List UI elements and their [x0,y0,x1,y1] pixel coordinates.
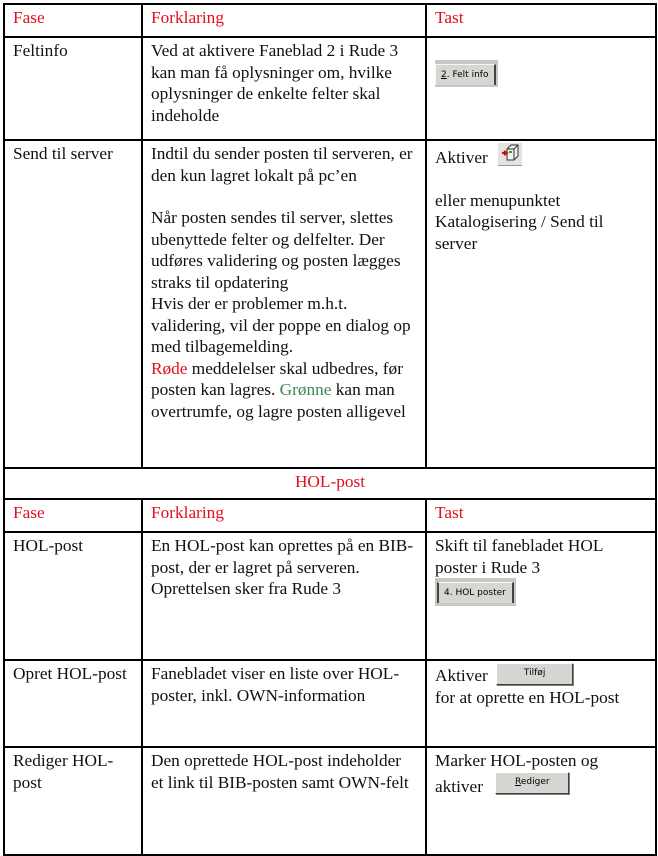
cell-tast [426,140,656,468]
cell-fase: Send til server [4,140,142,468]
felt-info-tab-wrap [435,60,647,87]
felt-info-tab-button[interactable] [435,64,496,85]
send-paragraph-3: Hvis der er problemer m.h.t. validering, vil der poppe en dialog op med tilbagemelding. [151,294,411,356]
rediger-accel: R [515,776,521,787]
header-fase: Fase [4,499,142,532]
hol-tast-text: Skift til fanebladet HOL poster i Rude 3 [435,536,603,577]
header-tast: Tast [426,4,656,37]
opret-tast-line [435,665,647,687]
cell-fase: Opret HOL-post [4,660,142,747]
menu-alternative-text: eller menupunktet Katalogisering / Send til server [435,190,604,253]
felt-info-tab-label: . Felt info [446,69,489,80]
aktiver-label: Aktiver [435,666,488,685]
cell-forklaring [142,140,426,468]
opret-tast-suffix: for at oprette en HOL-post [435,687,620,707]
cell-tast [426,747,656,855]
send-paragraph-4 [151,358,417,423]
header-forklaring: Forklaring [142,4,426,37]
paragraph-gap [435,169,647,190]
table-row-send-til-server [4,140,656,468]
felt-info-tab-accel: 2 [441,69,447,80]
send-tast-line [435,147,647,169]
cell-tast [426,660,656,747]
green-word: Grønne [279,380,332,399]
aktiver-label: aktiver [435,776,483,796]
send-to-server-icon[interactable] [498,143,522,166]
cell-forklaring: En HOL-post kan oprettes på en BIB-post, der er lagret på serveren. Oprettelsen sker fra Rude 3 [142,532,426,660]
hol-poster-tab-frame [435,578,516,606]
rediger-button[interactable] [495,772,569,794]
cell-fase: Rediger HOL-post [4,747,142,855]
cell-tast [426,37,656,140]
cell-fase: HOL-post [4,532,142,660]
paragraph-gap [151,186,417,207]
cell-forklaring: Den oprettede HOL-post indeholder et link til BIB-posten samt OWN-felt [142,747,426,855]
red-word: Røde [151,358,188,378]
send-paragraph-4b: kan man overtrumfe, og lagre posten alligevel [151,380,406,421]
cell-forklaring: Fanebladet viser en liste over HOL-poster, inkl. OWN-information [142,660,426,747]
header-tast: Tast [426,499,656,532]
table-row-feltinfo [4,37,656,140]
hol-poster-tab-button[interactable]: 4. HOL poster [437,582,514,603]
felt-info-tab-frame [435,60,498,87]
cell-fase: Feltinfo [4,37,142,140]
rediger-tast-text: Marker HOL-posten og [435,751,599,770]
section-title-row [4,468,656,499]
rediger-label: ediger [520,776,550,787]
send-paragraph-2: Når posten sendes til server, slettes ubenyttede felter og delfelter. Der udføres validering og posten lægges straks til opdatering [151,208,401,292]
table-header-row [4,4,656,37]
rediger-tast-line [435,776,647,798]
header-forklaring: Forklaring [142,499,426,532]
table-row-opret-hol-post [4,660,656,747]
tilfoj-button[interactable]: Tilføj [496,663,573,685]
header-fase: Fase [4,4,142,37]
section-title: HOL-post [4,468,656,499]
send-paragraph-4a: meddelelser skal udbedres, før posten kan lagres. [151,358,403,399]
cell-forklaring: Ved at aktivere Faneblad 2 i Rude 3 kan man få oplysninger om, hvilke oplysninger de enkelte felter skal indeholde [142,37,426,140]
aktiver-label: Aktiver [435,148,488,167]
send-paragraph-1: Indtil du sender posten til serveren, er den kun lagret lokalt på pc’en [151,144,413,185]
table-row-hol-post [4,532,656,660]
cell-tast [426,532,656,660]
instruction-table [3,3,657,856]
table-row-rediger-hol-post [4,747,656,855]
table-header-row [4,499,656,532]
